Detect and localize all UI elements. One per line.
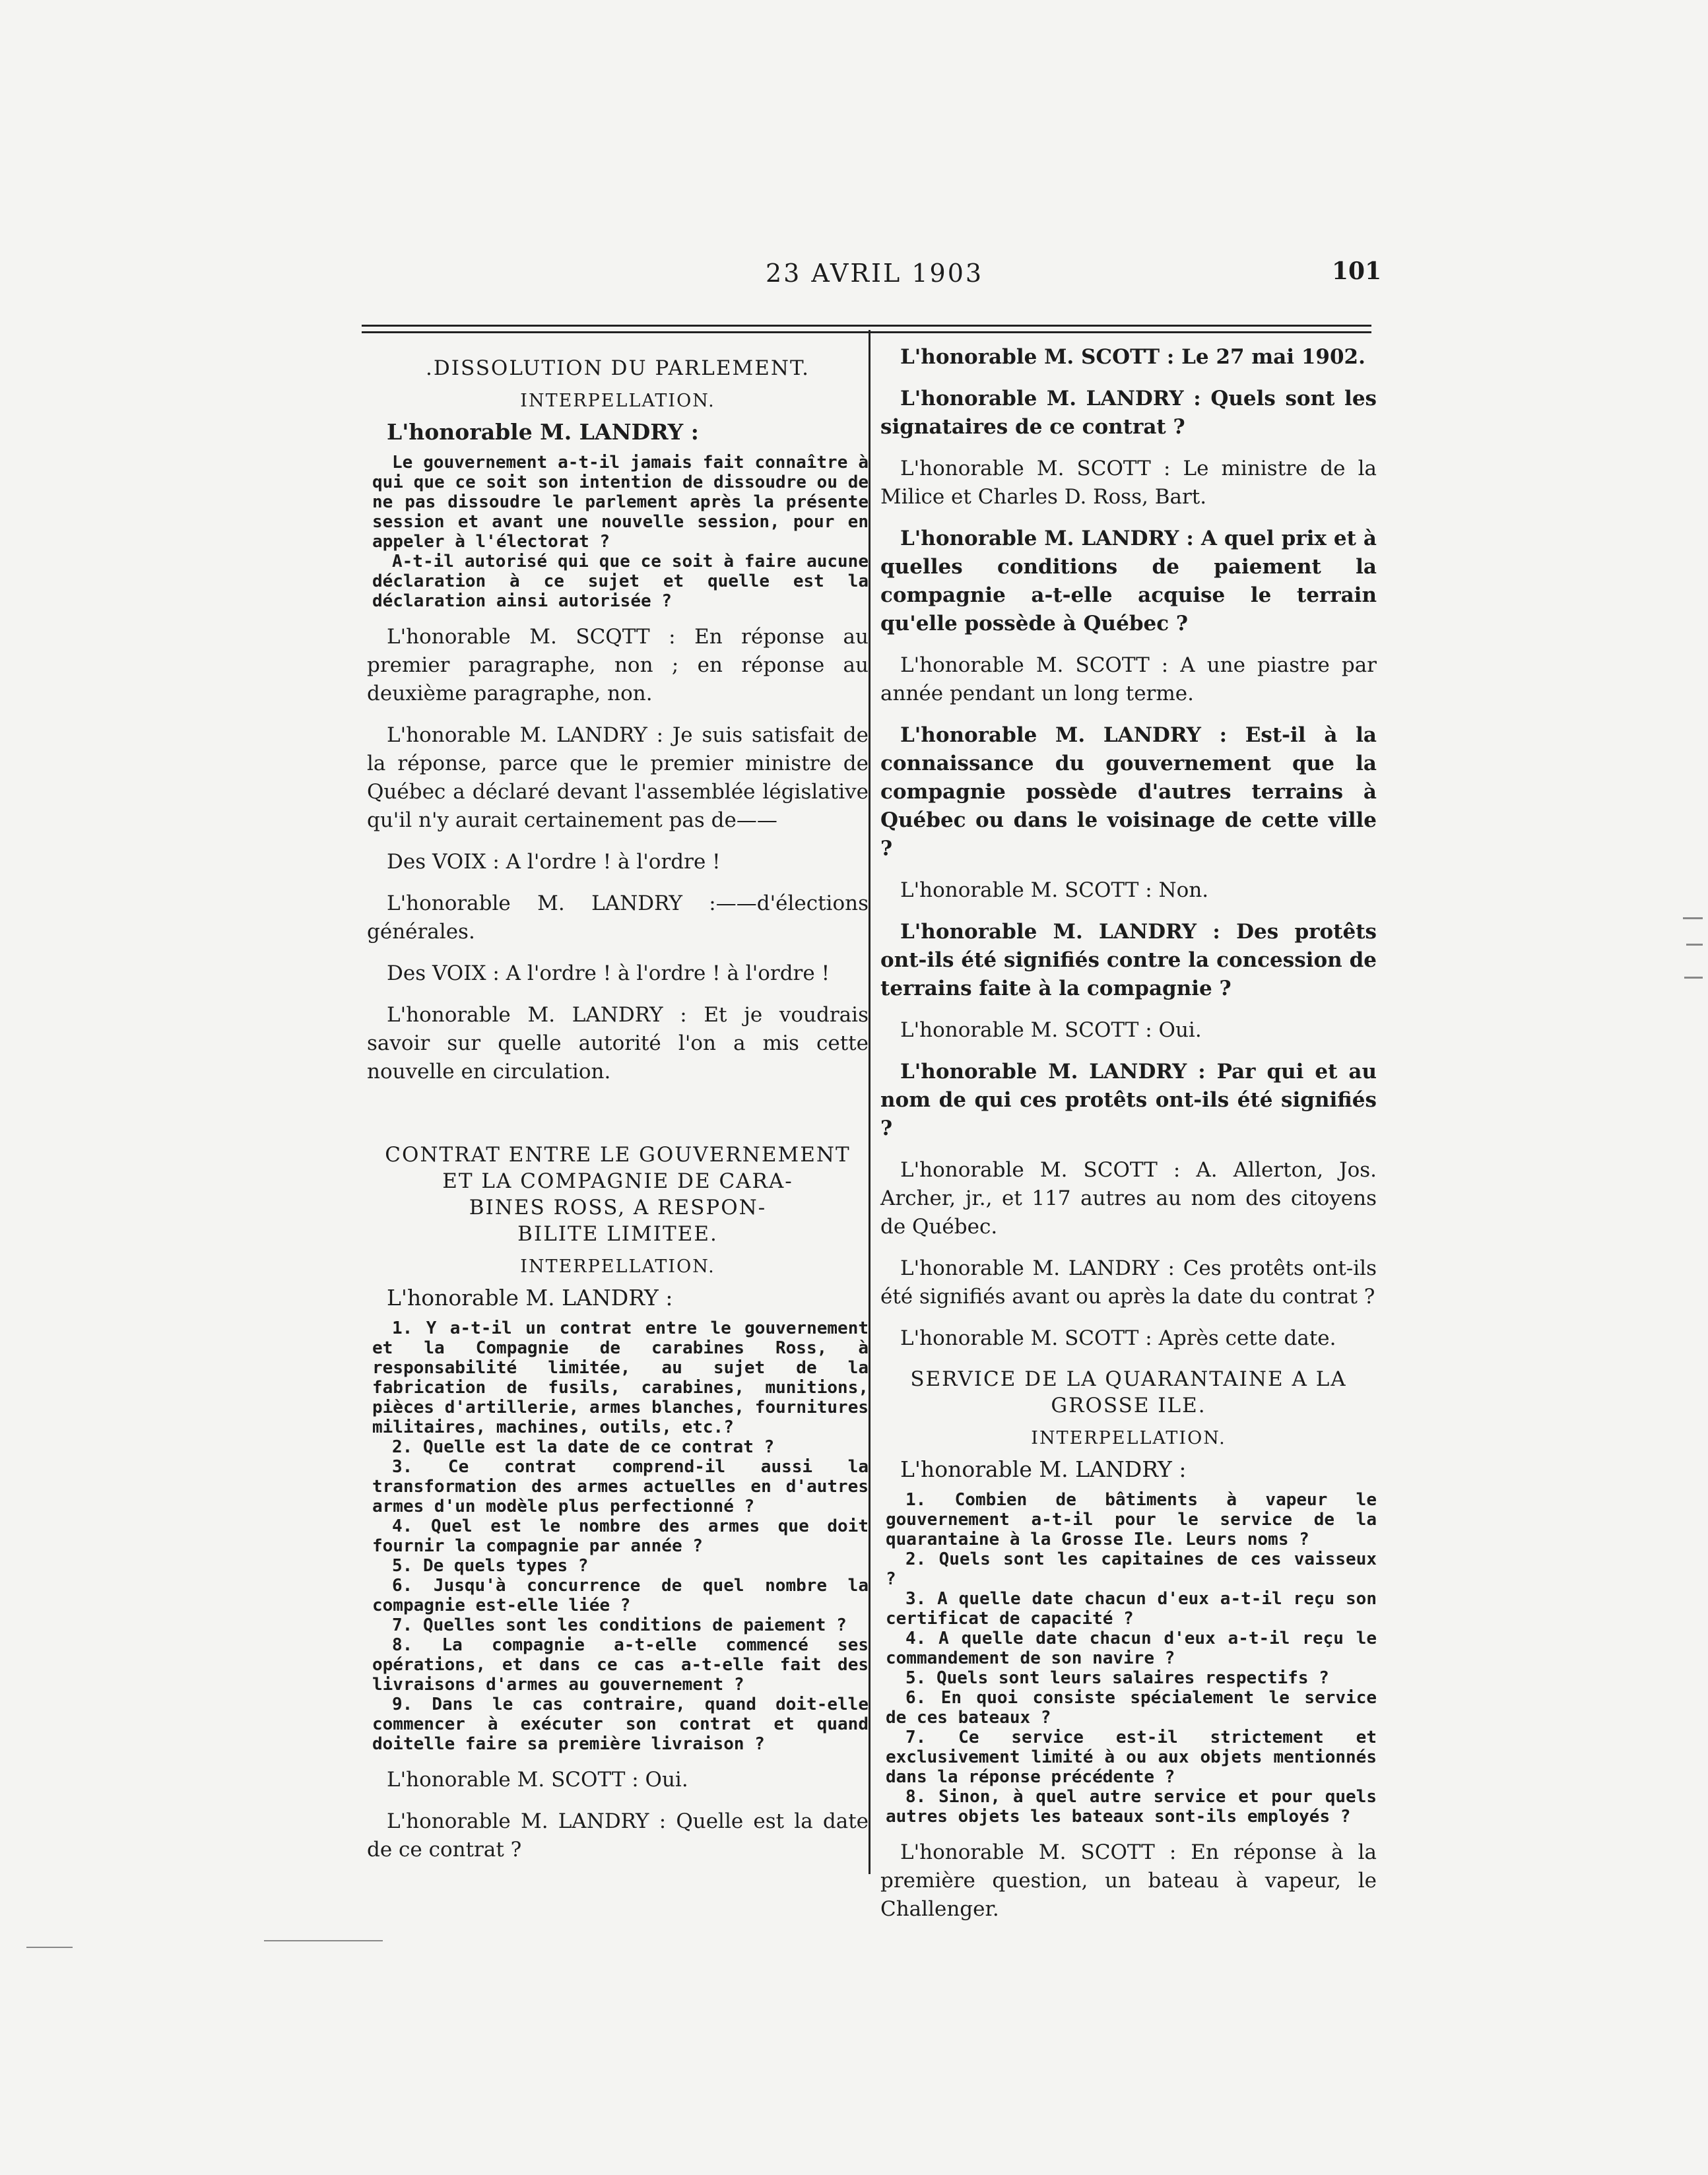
question-item: 3. A quelle date chacun d'eux a-t-il reçu son certificat de capacité ? <box>886 1589 1377 1629</box>
header-rule-bottom <box>362 331 1371 333</box>
question-text: A-t-il autorisé qui que ce soit à faire aucune déclaration à ce sujet et quelle est la déclaration ainsi autorisée ? <box>372 552 869 611</box>
paragraph: L'honorable M. LANDRY : Et je voudrais savoir sur quelle autorité l'on a mis cette nouvelle en circulation. <box>367 1003 869 1084</box>
speaker-line: L'honorable M. LANDRY : <box>900 1456 1187 1482</box>
interpellation-label: INTERPELLATION. <box>1031 1428 1226 1448</box>
paragraph: L'honorable M. SCOTT : En réponse à la première question, un bateau à vapeur, le Challenger. <box>880 1840 1377 1921</box>
question-item: 7. Quelles sont les conditions de paiement ? <box>392 1615 847 1635</box>
header-rule-top <box>362 325 1371 327</box>
question-item: 9. Dans le cas contraire, quand doit-elle commencer à exécuter son contrat et quand doitelle faire sa première livraison ? <box>372 1695 869 1754</box>
interpellation-label: INTERPELLATION. <box>520 391 715 411</box>
scan-mark <box>1686 944 1703 946</box>
paragraph: L'honorable M. LANDRY : Des protêts ont-ils été signifiés contre la concession de terrains faite à la compagnie ? <box>880 920 1377 1000</box>
heading-line: GROSSE ILE. <box>1051 1394 1206 1417</box>
section-heading-contrat <box>367 1142 869 1247</box>
question-list <box>372 1318 869 1754</box>
question-item: 6. Jusqu'à concurrence de quel nombre la compagnie est-elle liée ? <box>372 1576 869 1615</box>
question-item: 2. Quelle est la date de ce contrat ? <box>392 1437 775 1457</box>
paragraph: L'honorable M. SCQTT : En réponse au premier paragraphe, non ; en réponse au deuxième paragraphe, non. <box>367 625 869 705</box>
question-group <box>372 453 869 611</box>
question-list <box>886 1490 1377 1827</box>
paragraph: L'honorable M. LANDRY : Quels sont les signataires de ce contrat ? <box>880 387 1377 439</box>
question-text: Le gouvernement a-t-il jamais fait connaître à qui que ce soit son intention de dissoudre ou de ne pas dissoudre le parlement après la présente session et avant une nouvelle session, pour en appeler à l'électorat ? <box>372 453 869 552</box>
speaker-line: L'honorable M. LANDRY : <box>387 419 699 445</box>
scan-mark <box>264 1940 383 1941</box>
question-item: 3. Ce contrat comprend-il aussi la transformation des armes actuelles en d'autres armes d'un modèle plus perfectionné ? <box>372 1457 869 1516</box>
heading-line: BILITE LIMITEE. <box>517 1222 718 1246</box>
paragraph: L'honorable M. SCOTT : Le 27 mai 1902. <box>900 345 1365 369</box>
scan-mark <box>1684 977 1703 979</box>
section-heading-quarantaine <box>880 1366 1377 1419</box>
scan-mark <box>26 1947 73 1948</box>
paragraph: L'honorable M. SCOTT : Après cette date. <box>900 1326 1336 1350</box>
scan-mark <box>1683 917 1703 919</box>
heading-line: ET LA COMPAGNIE DE CARA- <box>442 1169 793 1193</box>
paragraph: L'honorable M. LANDRY : Ces protêts ont-ils été signifiés avant ou après la date du contrat ? <box>880 1256 1377 1309</box>
paragraph: L'honorable M. LANDRY : Par qui et au nom de qui ces protêts ont-ils été signifiés ? <box>880 1060 1377 1140</box>
question-item: 4. Quel est le nombre des armes que doit fournir la compagnie par année ? <box>372 1516 869 1556</box>
question-item: 5. De quels types ? <box>392 1556 589 1576</box>
paragraph: L'honorable M. SCOTT : A une piastre par année pendant un long terme. <box>880 653 1377 705</box>
page-date: 23 AVRIL 1903 <box>766 259 984 288</box>
question-item: 1. Combien de bâtiments à vapeur le gouvernement a-t-il pour le service de la quarantaine à la Grosse Ile. Leurs noms ? <box>886 1490 1377 1549</box>
question-item: 8. Sinon, à quel autre service et pour quels autres objets les bateaux sont-ils employés ? <box>886 1787 1377 1827</box>
question-item: 8. La compagnie a-t-elle commencé ses opérations, et dans ce cas a-t-elle fait des livraisons d'armes au gouvernement ? <box>372 1635 869 1695</box>
heading-line: BINES ROSS, A RESPON- <box>469 1196 767 1219</box>
paragraph: Des VOIX : A l'ordre ! à l'ordre ! à l'ordre ! <box>387 961 830 985</box>
paragraph: L'honorable M. SCOTT : A. Allerton, Jos. Archer, jr., et 117 autres au nom des citoyens de Québec. <box>880 1158 1377 1239</box>
question-item: 6. En quoi consiste spécialement le service de ces bateaux ? <box>886 1688 1377 1728</box>
paragraph: L'honorable M. LANDRY : Je suis satisfait de la réponse, parce que le premier ministre de Québec a déclaré devant l'assemblée législative qu'il n'y aurait certainement pas de—— <box>367 723 869 832</box>
paragraph: L'honorable M. SCOTT : Le ministre de la Milice et Charles D. Ross, Bart. <box>880 457 1377 509</box>
right-column <box>880 343 1377 1937</box>
question-item: 4. A quelle date chacun d'eux a-t-il reçu le commandement de son navire ? <box>886 1629 1377 1668</box>
page-number: 101 <box>1332 257 1382 285</box>
paragraph: L'honorable M. SCOTT : Oui. <box>900 1018 1202 1042</box>
question-item: 1. Y a-t-il un contrat entre le gouvernement et la Compagnie de carabines Ross, à responsabilité limitée, au sujet de la fabrication de fusils, carabines, munitions, pièces d'artillerie, armes blanches, fournitures militaires, machines, outils, etc.? <box>372 1318 869 1437</box>
question-item: 2. Quels sont les capitaines de ces vaisseux ? <box>886 1549 1377 1589</box>
paragraph: L'honorable M. LANDRY : Quelle est la date de ce contrat ? <box>367 1809 869 1862</box>
section-heading-dissolution: .DISSOLUTION DU PARLEMENT. <box>426 356 810 380</box>
paragraph: L'honorable M. LANDRY : Est-il à la connaissance du gouvernement que la compagnie possède d'autres terrains à Québec ou dans le voisinage de cette ville ? <box>880 723 1377 860</box>
paragraph: Des VOIX : A l'ordre ! à l'ordre ! <box>387 850 721 874</box>
paragraph: L'honorable M. SCOTT : Oui. <box>387 1768 688 1792</box>
paragraph: L'honorable M. LANDRY :——d'élections générales. <box>367 892 869 944</box>
question-item: 5. Quels sont leurs salaires respectifs ? <box>905 1668 1329 1688</box>
left-column <box>367 343 869 1877</box>
interpellation-label: INTERPELLATION. <box>520 1256 715 1277</box>
heading-line: SERVICE DE LA QUARANTAINE A LA <box>910 1367 1347 1391</box>
heading-line: CONTRAT ENTRE LE GOUVERNEMENT <box>385 1143 851 1167</box>
question-item: 7. Ce service est-il strictement et exclusivement limité à ou aux objets mentionnés dans la réponse précédente ? <box>886 1728 1377 1787</box>
column-divider <box>869 330 870 1874</box>
speaker-line: L'honorable M. LANDRY : <box>387 1285 673 1311</box>
paragraph: L'honorable M. LANDRY : A quel prix et à quelles conditions de paiement la compagnie a-t-elle acquise le terrain qu'elle possède à Québec ? <box>880 527 1377 635</box>
paragraph: L'honorable M. SCOTT : Non. <box>900 878 1209 902</box>
